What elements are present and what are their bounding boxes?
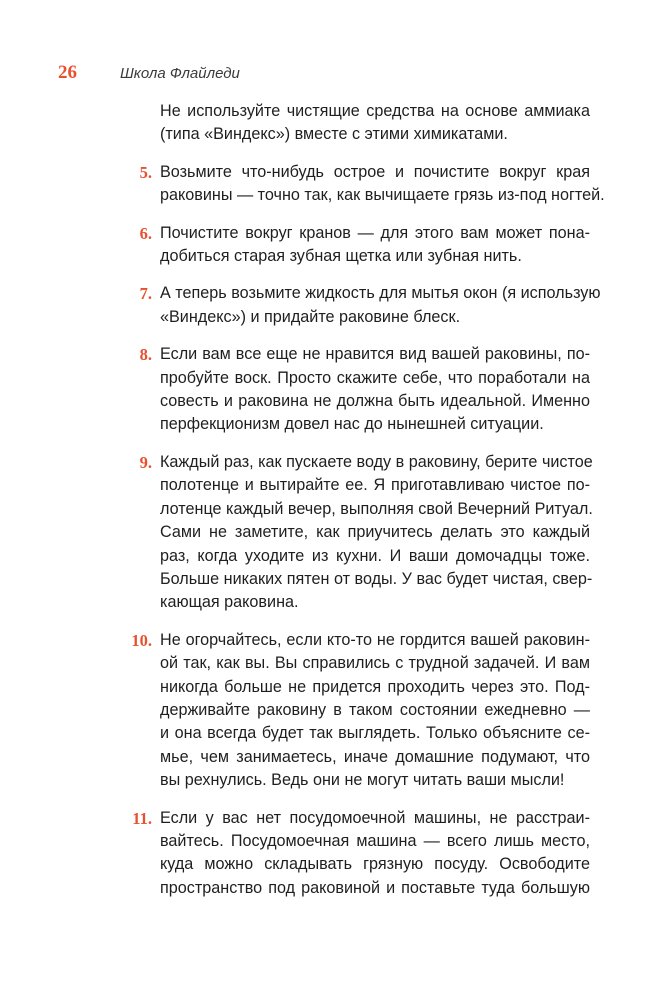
text-line: кающая раковина. [160, 593, 299, 612]
item-number: 9. [139, 452, 152, 472]
text-line: раз, когда уходите из кухни. И ваши домочадцы тоже. [160, 546, 590, 565]
text-line: Сами не заметите, как приучитесь делать это каждый [160, 523, 590, 542]
text-line: раковины — точно так, как вычищаете грязь из-под ногтей. [160, 186, 605, 205]
item-number: 6. [139, 223, 152, 243]
text-line: куда можно складывать грязную посуду. Освободите [160, 855, 590, 874]
text-line: Почистите вокруг кранов — для этого вам может пона- [160, 223, 590, 242]
list-item-11 [132, 807, 590, 901]
intro-paragraph [160, 100, 590, 147]
text-line: «Виндекс») и придайте раковине блеск. [160, 307, 461, 326]
item-number: 8. [139, 345, 152, 365]
item-number: 11. [132, 808, 152, 828]
list-item-5 [139, 161, 605, 208]
text-line: и она всегда будет так выглядеть. Только объясните се- [160, 724, 590, 743]
text-line: вы рехнулись. Ведь они не могут читать ваши мысли! [160, 771, 565, 790]
page-body [131, 100, 605, 900]
page-header [58, 62, 240, 86]
list-item-6 [139, 222, 590, 269]
list-item-7 [139, 282, 601, 329]
item-number: 10. [131, 630, 152, 650]
text-line: мье, чем занимаетесь, иначе домашние подумают, что [160, 747, 590, 766]
text-line: Каждый раз, как пускаете воду в раковину, берите чистое [160, 452, 593, 471]
text-line: Возьмите что-нибудь острое и почистите вокруг края [160, 162, 590, 181]
text-line: добиться старая зубная щетка или зубная нить. [160, 247, 522, 266]
text-line: полотенце и вытирайте ее. Я приготавливаю чистое по- [160, 476, 590, 495]
list-item-9 [139, 451, 593, 615]
list-item-10 [131, 629, 590, 793]
text-line: Не используйте чистящие средства на основе аммиака [160, 102, 590, 120]
text-line: лотенце каждый вечер, выполняя свой Вечерний Ритуал. [160, 499, 593, 518]
item-number: 5. [139, 162, 152, 182]
text-line: вайтесь. Посудомоечная машина — всего лишь место, [160, 831, 590, 850]
text-line: Больше никаких пятен от воды. У вас будет чистая, свер- [160, 569, 593, 588]
page-number: 26 [58, 62, 77, 83]
text-line: пробуйте воск. Просто скажите себе, что поработали на [160, 368, 590, 387]
text-line: пространство под раковиной и поставьте туда большую [160, 878, 590, 897]
text-line: Если вам все еще не нравится вид вашей раковины, по- [160, 345, 590, 364]
text-line: А теперь возьмите жидкость для мытья окон (я использую [160, 284, 601, 303]
item-number: 7. [139, 284, 152, 304]
list-item-8 [139, 343, 590, 437]
text-line: никогда больше не придется проходить через это. Под- [160, 677, 590, 696]
text-line: Если у вас нет посудомоечной машины, не расстраи- [160, 808, 590, 827]
text-line: ой так, как вы. Вы справились с трудной задачей. И вам [160, 654, 590, 673]
text-line: (типа «Виндекс») вместе с этими химикатами. [160, 125, 508, 144]
text-line: Не огорчайтесь, если кто-то не гордится вашей раковин- [160, 630, 590, 649]
running-head: Школа Флайледи [120, 65, 240, 82]
text-line: перфекционизм довел нас до нынешней ситуации. [160, 415, 544, 434]
text-line: совесть и раковина не должна быть идеальной. Именно [160, 392, 590, 411]
text-line: держивайте раковину в таком состоянии ежедневно — [160, 700, 590, 719]
